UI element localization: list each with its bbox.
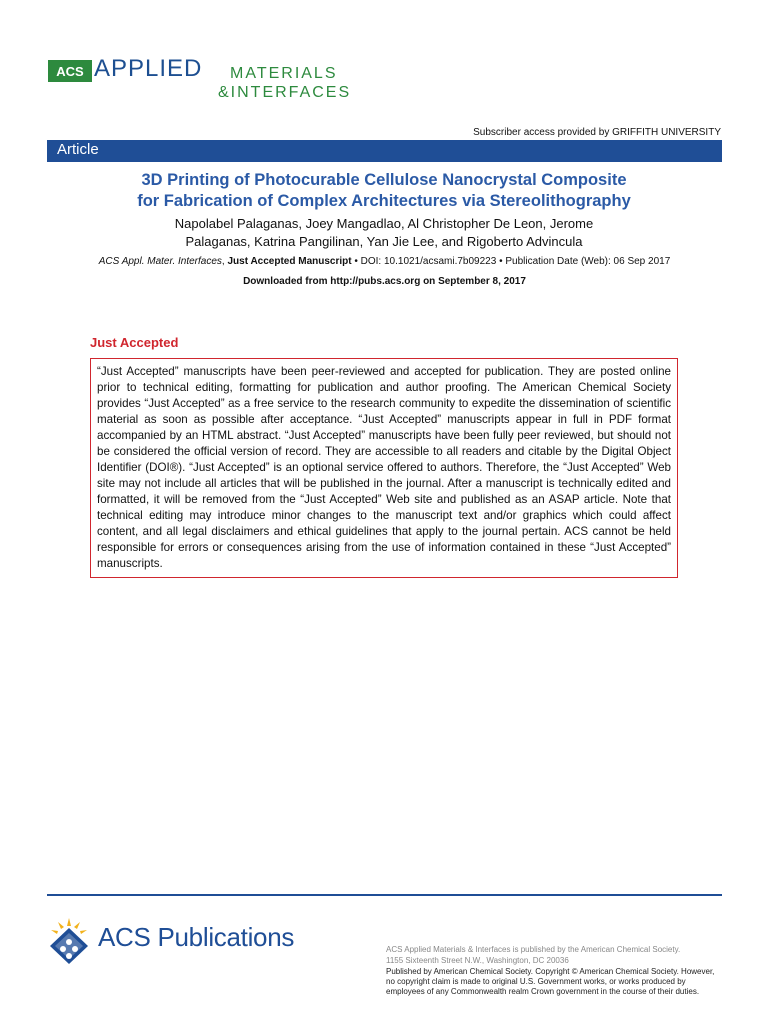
article-title-line-2: for Fabrication of Complex Architectures via Stereolithography	[137, 192, 631, 210]
author-list	[90, 215, 678, 251]
just-accepted-heading: Just Accepted	[90, 335, 179, 350]
citation-separator: ,	[221, 256, 228, 267]
author-list-line-2: Palaganas, Katrina Pangilinan, Yan Jie Lee, and Rigoberto Advincula	[185, 234, 583, 249]
journal-logo-interfaces: &INTERFACES	[218, 84, 352, 101]
acs-emblem-icon	[44, 916, 94, 966]
subscriber-note: Subscriber access provided by GRIFFITH UNIVERSITY	[473, 127, 721, 138]
download-note: Downloaded from http://pubs.acs.org on September 8, 2017	[243, 276, 526, 287]
footer-address-line: 1155 Sixteenth Street N.W., Washington, DC 20036	[386, 956, 569, 965]
journal-logo-materials: MATERIALS	[230, 65, 338, 82]
author-list-line-1: Napolabel Palaganas, Joey Mangadlao, Al Christopher De Leon, Jerome	[174, 216, 594, 231]
journal-logo-acs-badge: ACS	[48, 60, 92, 82]
just-accepted-notice: “Just Accepted” manuscripts have been peer-reviewed and accepted for publication. They are posted online prior to technical editing, formatting for publication and author proofing. The American Chemical Society provides “Just Accepted” as a free service to the research community to expedite the dissemination of scientific material as soon as possible after acceptance. “Just Accepted” manuscripts appear in full in PDF format accompanied by an HTML abstract. “Just Accepted” manuscripts have been fully peer reviewed, but should not be considered the official version of record. They are accessible to all readers and citable by the Digital Object Identifier (DOI®). “Just Accepted” is an optional service offered to authors. Therefore, the “Just Accepted” Web site may not include all articles that will be published in the journal. After a manuscript is technically edited and formatted, it will be removed from the “Just Accepted” Web site and published as an ASAP article. Note that technical editing may introduce minor changes to the manuscript text and/or graphics which could affect content, and all legal disclaimers and ethical guidelines that apply to the journal pertain. ACS cannot be held responsible for errors or consequences arising from the use of information contained in these “Just Accepted” manuscripts.	[90, 358, 678, 578]
article-title-line-1: 3D Printing of Photocurable Cellulose Nanocrystal Composite	[141, 171, 627, 189]
acs-publications-logo: ACS Publications	[98, 922, 295, 952]
footer-divider	[47, 894, 722, 896]
section-bar	[47, 140, 722, 162]
citation-journal: ACS Appl. Mater. Interfaces	[98, 256, 222, 267]
citation-line	[47, 256, 722, 267]
footer-publisher-line: ACS Applied Materials & Interfaces is published by the American Chemical Society.	[386, 945, 681, 954]
section-label: Article	[57, 141, 99, 158]
citation-status: Just Accepted Manuscript	[227, 256, 352, 267]
journal-logo	[48, 56, 378, 106]
article-title	[60, 170, 708, 212]
citation-doi-date[interactable]: • DOI: 10.1021/acsami.7b09223 • Publication Date (Web): 06 Sep 2017	[351, 256, 671, 267]
journal-logo-applied: APPLIED	[94, 55, 203, 82]
footer-copyright: Published by American Chemical Society. Copyright © American Chemical Society. However, no copyright claim is made to original U.S. Government works, or works produced by employees of any Commonwealth realm Crown government in the course of their duties.	[386, 967, 715, 996]
